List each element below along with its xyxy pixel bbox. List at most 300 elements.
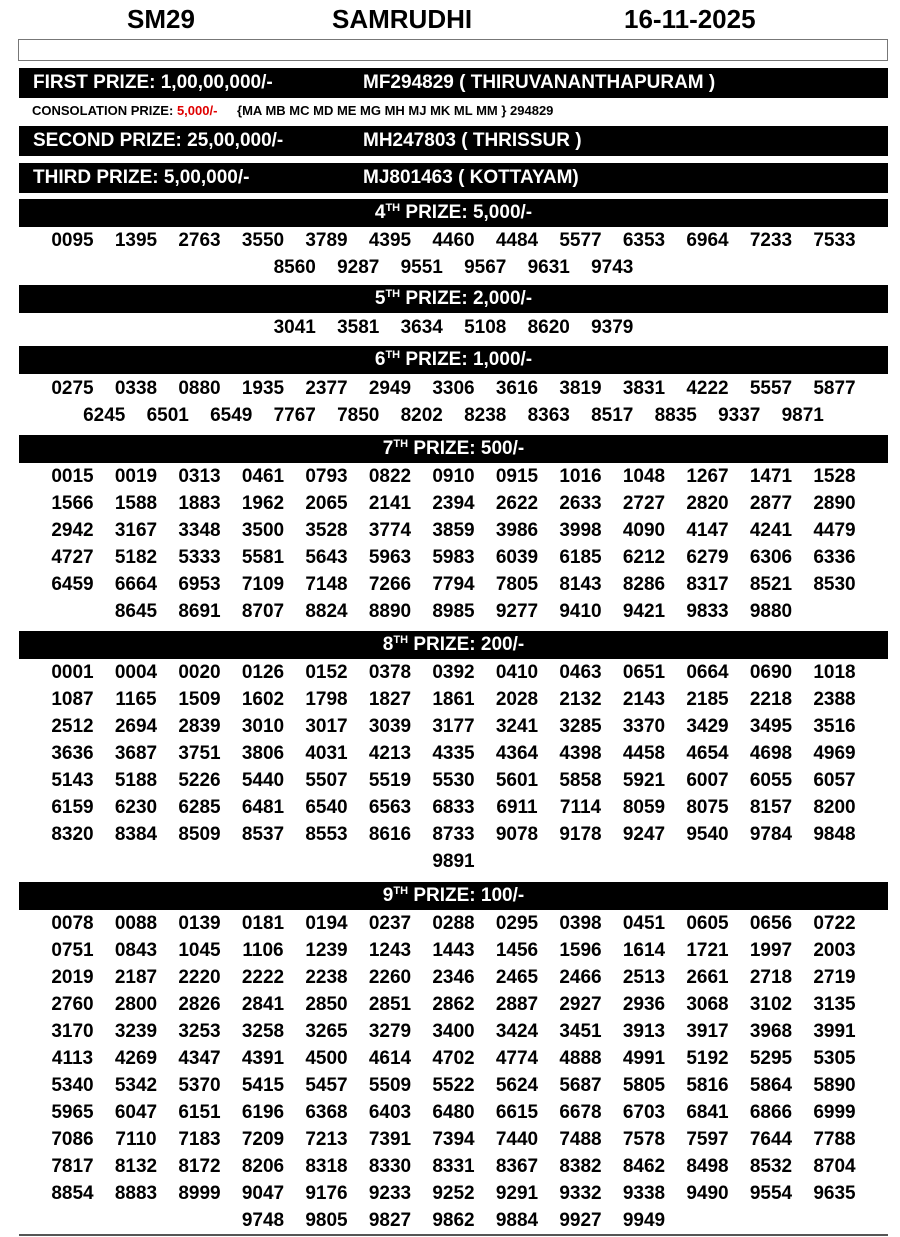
ticket-number: 9421 (622, 601, 666, 622)
ticket-number: 6563 (368, 797, 412, 818)
consolation-amount: 5,000/- (176, 103, 218, 118)
prize-label: PRIZE: 1,000/- (400, 349, 533, 370)
ticket-number: 5965 (51, 1102, 94, 1123)
ticket-number: 7805 (495, 574, 539, 595)
ticket-number: 2877 (749, 493, 793, 514)
ticket-number: 6151 (178, 1102, 221, 1123)
ticket-number: 9332 (559, 1183, 602, 1204)
ticket-number: 0410 (495, 662, 539, 683)
prize-label: PRIZE: 2,000/- (400, 288, 533, 309)
ticket-number: 9410 (559, 601, 602, 622)
ticket-number: 2850 (305, 994, 348, 1015)
ticket-number: 4395 (368, 230, 412, 251)
ticket-number: 9551 (400, 257, 443, 278)
ticket-number: 1602 (241, 689, 285, 710)
ticket-number: 8532 (749, 1156, 793, 1177)
ticket-number: 3253 (178, 1021, 221, 1042)
ticket-number: 4458 (622, 743, 666, 764)
ticket-number: 3306 (432, 378, 475, 399)
ticket-number: 9337 (718, 405, 761, 426)
second-prize-label: SECOND PRIZE: 25,00,000/- (33, 130, 284, 151)
ticket-number: 9490 (686, 1183, 729, 1204)
ticket-number: 4500 (305, 1048, 348, 1069)
ticket-number: 2019 (51, 967, 94, 988)
ticket-number: 2760 (51, 994, 94, 1015)
prize-ordinal: 4 (374, 202, 386, 223)
ticket-number: 0095 (51, 230, 94, 251)
ticket-number: 5295 (749, 1048, 793, 1069)
ticket-number: 4398 (559, 743, 602, 764)
ticket-number: 7488 (559, 1129, 602, 1150)
ticket-number: 0910 (432, 466, 475, 487)
ticket-number: 2727 (622, 493, 666, 514)
third-prize-label: THIRD PRIZE: 5,00,000/- (33, 167, 250, 188)
ticket-number: 9178 (559, 824, 602, 845)
ticket-number: 9047 (241, 1183, 285, 1204)
ticket-number: 0451 (622, 913, 666, 934)
ticket-number: 6615 (495, 1102, 539, 1123)
ticket-number: 7183 (178, 1129, 221, 1150)
ticket-number: 3634 (400, 317, 443, 338)
ticket-number: 2826 (178, 994, 221, 1015)
ticket-number: 1443 (432, 940, 475, 961)
ticket-number: 0461 (241, 466, 285, 487)
prize-header-5 (19, 285, 888, 313)
ticket-number: 3516 (813, 716, 856, 737)
ticket-number: 0690 (749, 662, 793, 683)
ticket-number: 2890 (813, 493, 856, 514)
ticket-number: 6047 (114, 1102, 158, 1123)
ticket-number: 7788 (813, 1129, 856, 1150)
ticket-number: 3041 (273, 317, 316, 338)
ticket-number: 8132 (114, 1156, 158, 1177)
ticket-number: 5342 (114, 1075, 158, 1096)
ticket-number: 7533 (813, 230, 856, 251)
ticket-number: 8498 (686, 1156, 729, 1177)
ticket-number: 2622 (495, 493, 539, 514)
ticket-number: 2394 (432, 493, 475, 514)
ticket-number: 6055 (749, 770, 793, 791)
ticket-number: 0843 (114, 940, 158, 961)
ticket-number: 5143 (51, 770, 94, 791)
ticket-number: 2887 (495, 994, 539, 1015)
ticket-number: 8157 (749, 797, 793, 818)
ticket-number: 4888 (559, 1048, 602, 1069)
ticket-number: 6306 (749, 547, 793, 568)
ticket-number: 4991 (622, 1048, 666, 1069)
ticket-number: 4969 (813, 743, 856, 764)
ticket-number: 8172 (178, 1156, 221, 1177)
ticket-number: 7578 (622, 1129, 666, 1150)
ticket-number: 2694 (114, 716, 158, 737)
ticket-number: 7391 (368, 1129, 412, 1150)
ticket-number: 1596 (559, 940, 602, 961)
ticket-number: 2003 (813, 940, 856, 961)
ticket-number: 6549 (210, 405, 253, 426)
ticket-number: 8143 (559, 574, 602, 595)
consolation-label: CONSOLATION PRIZE: (32, 103, 174, 118)
ticket-number: 5890 (813, 1075, 856, 1096)
ticket-number: 0392 (432, 662, 475, 683)
ticket-number: 8560 (273, 257, 316, 278)
ticket-number: 2512 (51, 716, 94, 737)
ticket-number: 2661 (686, 967, 729, 988)
ticket-number: 8530 (813, 574, 856, 595)
ticket-number: 9884 (495, 1210, 539, 1231)
ticket-number: 2820 (686, 493, 729, 514)
ticket-number: 0088 (114, 913, 158, 934)
ticket-number: 9871 (781, 405, 824, 426)
ticket-number: 8509 (178, 824, 221, 845)
ticket-number: 4113 (51, 1048, 94, 1069)
ticket-number: 7114 (559, 797, 602, 818)
ticket-number: 3859 (432, 520, 475, 541)
ticket-number: 1048 (622, 466, 666, 487)
ticket-number: 8645 (114, 601, 158, 622)
ticket-number: 5192 (686, 1048, 729, 1069)
ticket-number: 0463 (559, 662, 602, 683)
ticket-number: 8537 (241, 824, 285, 845)
ticket-number: 6403 (368, 1102, 412, 1123)
ticket-number: 0656 (749, 913, 793, 934)
ticket-number: 0288 (432, 913, 475, 934)
prize-ordinal-suffix: TH (385, 202, 401, 214)
ticket-number: 8517 (591, 405, 634, 426)
ticket-number: 5522 (432, 1075, 475, 1096)
ticket-number: 5983 (432, 547, 475, 568)
ticket-number: 8854 (51, 1183, 94, 1204)
ticket-number: 1087 (51, 689, 94, 710)
ticket-number: 2466 (559, 967, 602, 988)
prize-label: PRIZE: 5,000/- (400, 202, 533, 223)
prize-ordinal-suffix: TH (385, 349, 401, 361)
ticket-number: 5858 (559, 770, 602, 791)
ticket-number: 6285 (178, 797, 221, 818)
ticket-number: 8330 (368, 1156, 412, 1177)
ticket-number: 8999 (178, 1183, 221, 1204)
ticket-number: 7767 (273, 405, 316, 426)
ticket-number: 5188 (114, 770, 158, 791)
ticket-number: 8616 (368, 824, 412, 845)
ticket-number: 9631 (527, 257, 570, 278)
ticket-number: 1721 (686, 940, 729, 961)
ticket-number: 4241 (749, 520, 793, 541)
ticket-number: 1528 (813, 466, 856, 487)
ticket-number: 6964 (686, 230, 729, 251)
ticket-number: 3135 (813, 994, 856, 1015)
ticket-number: 3167 (114, 520, 158, 541)
ticket-number: 0194 (305, 913, 348, 934)
ticket-number: 0139 (178, 913, 221, 934)
ticket-number: 2927 (559, 994, 602, 1015)
ticket-number: 5519 (368, 770, 412, 791)
ticket-number: 6353 (622, 230, 666, 251)
ticket-number: 4614 (368, 1048, 412, 1069)
ticket-number: 8286 (622, 574, 666, 595)
ticket-number: 2222 (241, 967, 285, 988)
ticket-number: 5182 (114, 547, 158, 568)
ticket-number: 6481 (241, 797, 285, 818)
ticket-number: 1018 (813, 662, 856, 683)
ticket-number: 5921 (622, 770, 666, 791)
ticket-number: 3370 (622, 716, 666, 737)
ticket-number: 9862 (432, 1210, 475, 1231)
ticket-number: 7109 (241, 574, 285, 595)
ticket-number: 6678 (559, 1102, 602, 1123)
ticket-number: 9078 (495, 824, 539, 845)
ticket-number: 0078 (51, 913, 94, 934)
ticket-number: 8890 (368, 601, 412, 622)
prize-ordinal: 6 (374, 349, 386, 370)
ticket-number: 8331 (432, 1156, 475, 1177)
ticket-number: 8206 (241, 1156, 285, 1177)
ticket-number: 4484 (495, 230, 539, 251)
ticket-number: 1395 (114, 230, 158, 251)
ticket-number: 0822 (368, 466, 412, 487)
ticket-number: 3991 (813, 1021, 856, 1042)
ticket-number: 3400 (432, 1021, 475, 1042)
ticket-number: 8835 (654, 405, 697, 426)
ticket-number: 9880 (749, 601, 793, 622)
ticket-number: 7110 (115, 1129, 157, 1150)
ticket-number: 9635 (813, 1183, 856, 1204)
ticket-number: 5509 (368, 1075, 412, 1096)
ticket-number: 7209 (241, 1129, 285, 1150)
ticket-number: 0751 (51, 940, 94, 961)
ticket-number: 8238 (464, 405, 507, 426)
ticket-number: 0793 (305, 466, 348, 487)
ticket-number: 0915 (495, 466, 539, 487)
third-prize-ticket: MJ801463 ( KOTTAYAM) (363, 167, 579, 188)
ticket-number: 5963 (368, 547, 412, 568)
ticket-number: 6212 (622, 547, 666, 568)
first-prize-label: FIRST PRIZE: 1,00,00,000/- (33, 72, 273, 93)
ticket-number: 0295 (495, 913, 539, 934)
ticket-number: 0338 (114, 378, 158, 399)
ticket-number: 0664 (686, 662, 729, 683)
ticket-number: 5643 (305, 547, 348, 568)
ticket-number: 0722 (813, 913, 856, 934)
ticket-number: 4698 (749, 743, 793, 764)
ticket-number: 5226 (178, 770, 221, 791)
ticket-number: 6185 (559, 547, 602, 568)
ticket-number: 2841 (241, 994, 285, 1015)
ticket-number: 5340 (51, 1075, 94, 1096)
result-header (0, 0, 900, 38)
ticket-number: 1997 (749, 940, 793, 961)
ticket-number: 9247 (622, 824, 666, 845)
ticket-number: 9379 (591, 317, 634, 338)
ticket-number: 8824 (305, 601, 348, 622)
ticket-number: 7394 (432, 1129, 475, 1150)
ticket-number: 6540 (305, 797, 348, 818)
ticket-number: 2949 (368, 378, 412, 399)
ticket-number: 0605 (686, 913, 729, 934)
ticket-number: 1566 (51, 493, 94, 514)
ticket-number: 7086 (51, 1129, 94, 1150)
ticket-number: 3451 (559, 1021, 602, 1042)
ticket-number: 6703 (622, 1102, 666, 1123)
ticket-number: 0001 (51, 662, 94, 683)
ticket-number: 5108 (464, 317, 507, 338)
ticket-number: 0275 (51, 378, 94, 399)
ticket-number: 8367 (495, 1156, 539, 1177)
ticket-number: 4213 (368, 743, 412, 764)
ticket-number: 7644 (749, 1129, 793, 1150)
ticket-number: 9743 (591, 257, 634, 278)
ticket-number: 6999 (813, 1102, 856, 1123)
ticket-number: 1045 (178, 940, 221, 961)
ticket-number: 8985 (432, 601, 475, 622)
ticket-number: 6057 (813, 770, 856, 791)
ticket-number: 3429 (686, 716, 729, 737)
ticket-number: 2388 (813, 689, 856, 710)
ticket-number: 2143 (622, 689, 666, 710)
ticket-number: 5816 (686, 1075, 729, 1096)
ticket-number: 4335 (432, 743, 475, 764)
ticket-number: 4727 (51, 547, 94, 568)
ticket-number: 9540 (686, 824, 729, 845)
ticket-number: 8384 (114, 824, 158, 845)
ticket-number: 2763 (178, 230, 221, 251)
ticket-number: 3424 (495, 1021, 539, 1042)
ticket-number: 5333 (178, 547, 221, 568)
ticket-number: 8553 (305, 824, 348, 845)
prize-header-9 (19, 882, 888, 910)
ticket-number: 6245 (83, 405, 126, 426)
ticket-number: 5415 (241, 1075, 285, 1096)
ticket-number: 7213 (305, 1129, 348, 1150)
ticket-number: 7148 (305, 574, 348, 595)
ticket-number: 3616 (495, 378, 539, 399)
ticket-number: 1798 (305, 689, 348, 710)
ticket-number: 8707 (241, 601, 285, 622)
draw-date: 16-11-2025 (624, 4, 756, 34)
ticket-number: 1243 (368, 940, 412, 961)
ticket-number: 3528 (305, 520, 348, 541)
ticket-number: 2936 (622, 994, 666, 1015)
ticket-number: 6336 (813, 547, 856, 568)
ticket-number: 3265 (305, 1021, 348, 1042)
third-prize-bar (19, 163, 888, 193)
ticket-number: 5507 (305, 770, 348, 791)
ticket-number: 1267 (686, 466, 729, 487)
ticket-number: 4147 (686, 520, 729, 541)
ticket-number: 8691 (178, 601, 221, 622)
ticket-number: 1016 (559, 466, 602, 487)
prize-header-8 (19, 631, 888, 659)
ticket-number: 3819 (559, 378, 602, 399)
ticket-number: 9176 (305, 1183, 348, 1204)
ticket-number: 3998 (559, 520, 602, 541)
ticket-number: 3348 (178, 520, 221, 541)
ticket-number: 5370 (178, 1075, 221, 1096)
ticket-number: 4702 (432, 1048, 475, 1069)
ticket-number: 4364 (495, 743, 539, 764)
ticket-number: 2028 (495, 689, 539, 710)
ticket-number: 6279 (686, 547, 729, 568)
ticket-number: 2377 (305, 378, 348, 399)
ticket-number: 4479 (813, 520, 856, 541)
ticket-number: 9554 (749, 1183, 793, 1204)
ticket-number: 6664 (114, 574, 158, 595)
ticket-number: 8382 (559, 1156, 602, 1177)
ticket-number: 8202 (400, 405, 443, 426)
ticket-number: 2942 (51, 520, 94, 541)
ticket-number: 6196 (241, 1102, 285, 1123)
ticket-number: 1614 (622, 940, 666, 961)
ticket-number: 1883 (178, 493, 221, 514)
ticket-number: 9277 (495, 601, 539, 622)
ticket-number: 3913 (622, 1021, 666, 1042)
prize-ordinal: 7 (382, 438, 394, 459)
ticket-number: 3010 (241, 716, 285, 737)
ticket-number: 4654 (686, 743, 729, 764)
ticket-number: 7817 (51, 1156, 94, 1177)
ticket-number: 1239 (305, 940, 348, 961)
ticket-number: 9827 (368, 1210, 412, 1231)
ticket-number: 9567 (464, 257, 507, 278)
ticket-number: 9338 (622, 1183, 666, 1204)
ticket-number: 6039 (495, 547, 539, 568)
prize-label: PRIZE: 500/- (408, 438, 525, 459)
ticket-number: 4269 (114, 1048, 158, 1069)
ticket-number: 2260 (368, 967, 412, 988)
ticket-number: 3068 (686, 994, 729, 1015)
ticket-number: 2839 (178, 716, 221, 737)
ticket-number: 8883 (114, 1183, 158, 1204)
second-prize-ticket: MH247803 ( THRISSUR ) (363, 130, 582, 151)
ticket-number: 3170 (51, 1021, 94, 1042)
ticket-number: 1861 (432, 689, 475, 710)
ticket-number: 5530 (432, 770, 475, 791)
ticket-number: 3550 (241, 230, 285, 251)
ticket-number: 0004 (114, 662, 158, 683)
ticket-number: 3102 (749, 994, 793, 1015)
ticket-number: 3831 (622, 378, 666, 399)
ticket-number: 2346 (432, 967, 475, 988)
ticket-number: 7440 (495, 1129, 539, 1150)
ticket-number: 7266 (368, 574, 412, 595)
ticket-number: 6841 (686, 1102, 729, 1123)
ticket-number: 2633 (559, 493, 602, 514)
ticket-number: 5457 (305, 1075, 348, 1096)
prize-ordinal: 9 (382, 885, 394, 906)
ticket-number: 8363 (527, 405, 570, 426)
ticket-number: 4774 (495, 1048, 539, 1069)
ticket-number: 9784 (749, 824, 793, 845)
ticket-number: 0237 (368, 913, 412, 934)
ticket-number: 8733 (432, 824, 475, 845)
ticket-number: 6459 (51, 574, 94, 595)
ticket-number: 8521 (749, 574, 793, 595)
ticket-number: 9949 (622, 1210, 666, 1231)
ticket-number: 4090 (622, 520, 666, 541)
ticket-number: 2187 (114, 967, 158, 988)
ticket-number: 3774 (368, 520, 412, 541)
ticket-number: 3806 (241, 743, 285, 764)
ticket-number: 2218 (749, 689, 793, 710)
ticket-number: 2065 (305, 493, 348, 514)
ticket-number: 2719 (813, 967, 856, 988)
ticket-number: 3241 (495, 716, 539, 737)
prize-ordinal-suffix: TH (393, 885, 409, 897)
ticket-number: 2851 (368, 994, 412, 1015)
ticket-number: 4347 (178, 1048, 221, 1069)
ticket-number: 8620 (527, 317, 570, 338)
lottery-name: SAMRUDHI (332, 4, 473, 34)
ticket-number: 9287 (337, 257, 380, 278)
